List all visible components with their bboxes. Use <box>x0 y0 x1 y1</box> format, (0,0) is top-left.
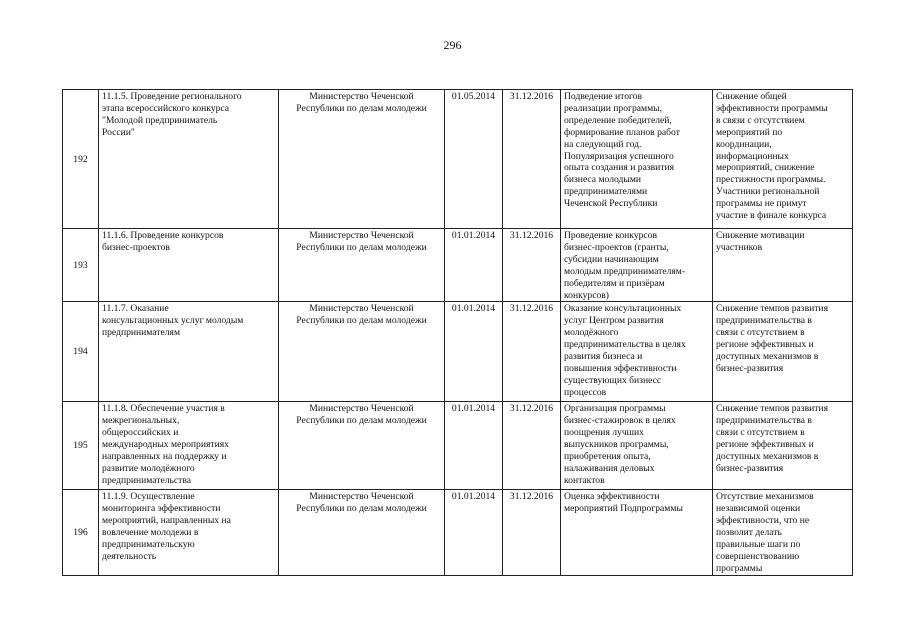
expected-result-cell: Организация программы бизнес-стажировок в целях поощрения лучших выпускников программы, приобретения опыта, налаживания деловых контактов <box>561 402 713 490</box>
measure-cell: 11.1.8. Обеспечение участия в межрегиональных, общероссийских и международных мероприятиях направленных на поддержку и развитие молодёжного предпринимательства <box>99 402 279 490</box>
consequences-cell: Снижение темпов развития предпринимательства в связи с отсутствием в регионе эффективных и доступных механизмов в бизнес-развития <box>713 302 853 402</box>
table-row <box>63 302 853 402</box>
executor-cell: Министерство Чеченской Республики по делам молодежи <box>279 229 445 302</box>
measure-cell: 11.1.7. Оказание консультационных услуг молодым предпринимателям <box>99 302 279 402</box>
measure-cell: 11.1.5. Проведение регионального этапа всероссийского конкурса "Молодой предприниматель России" <box>99 90 279 229</box>
start-date-cell: 01.05.2014 <box>445 90 503 229</box>
start-date-cell: 01.01.2014 <box>445 490 503 576</box>
expected-result-cell: Оказание консультационных услуг Центром развития молодёжного предпринимательства в целях развития бизнеса и повышения эффективности существующих бизнесс процессов <box>561 302 713 402</box>
expected-result-cell: Проведение конкурсов бизнес-проектов (гранты, субсидии начинающим молодым предпринимателям- победителям и призёрам конкурсов) <box>561 229 713 302</box>
end-date-cell: 31.12.2016 <box>503 229 561 302</box>
expected-result-cell: Подведение итогов реализации программы, определение победителей, формирование планов работ на следующий год. Популяризация успешного опыта создания и развития бизнеса молодыми предпринимателями Чеченской Республики <box>561 90 713 229</box>
executor-cell: Министерство Чеченской Республики по делам молодежи <box>279 402 445 490</box>
end-date-cell: 31.12.2016 <box>503 402 561 490</box>
consequences-cell: Снижение темпов развития предпринимательства в связи с отсутствием в регионе эффективных и доступных механизмов в бизнес-развития <box>713 402 853 490</box>
row-number: 196 <box>63 490 99 576</box>
row-number: 192 <box>63 90 99 229</box>
start-date-cell: 01.01.2014 <box>445 402 503 490</box>
row-number: 193 <box>63 229 99 302</box>
measure-cell: 11.1.6. Проведение конкурсов бизнес-проектов <box>99 229 279 302</box>
row-number: 195 <box>63 402 99 490</box>
expected-result-cell: Оценка эффективности мероприятий Подпрограммы <box>561 490 713 576</box>
program-measures-table <box>62 89 853 576</box>
consequences-cell: Снижение общей эффективности программы в связи с отсутствием мероприятий по координации, информационных мероприятий, снижение престижности программы. Участники региональной программы не примут участие в финале конкурса <box>713 90 853 229</box>
executor-cell: Министерство Чеченской Республики по делам молодежи <box>279 490 445 576</box>
table-row <box>63 490 853 576</box>
end-date-cell: 31.12.2016 <box>503 90 561 229</box>
table-row <box>63 229 853 302</box>
consequences-cell: Снижение мотивации участников <box>713 229 853 302</box>
executor-cell: Министерство Чеченской Республики по делам молодежи <box>279 302 445 402</box>
table-row <box>63 90 853 229</box>
table-row <box>63 402 853 490</box>
row-number: 194 <box>63 302 99 402</box>
start-date-cell: 01.01.2014 <box>445 302 503 402</box>
page-number: 296 <box>443 38 462 52</box>
measure-cell: 11.1.9. Осуществление мониторинга эффективности мероприятий, направленных на вовлечение молодежи в предпринимательскую деятельность <box>99 490 279 576</box>
end-date-cell: 31.12.2016 <box>503 490 561 576</box>
end-date-cell: 31.12.2016 <box>503 302 561 402</box>
start-date-cell: 01.01.2014 <box>445 229 503 302</box>
executor-cell: Министерство Чеченской Республики по делам молодежи <box>279 90 445 229</box>
consequences-cell: Отсутствие механизмов независимой оценки эффективности, что не позволит делать правильные шаги по совершенствованию программы <box>713 490 853 576</box>
